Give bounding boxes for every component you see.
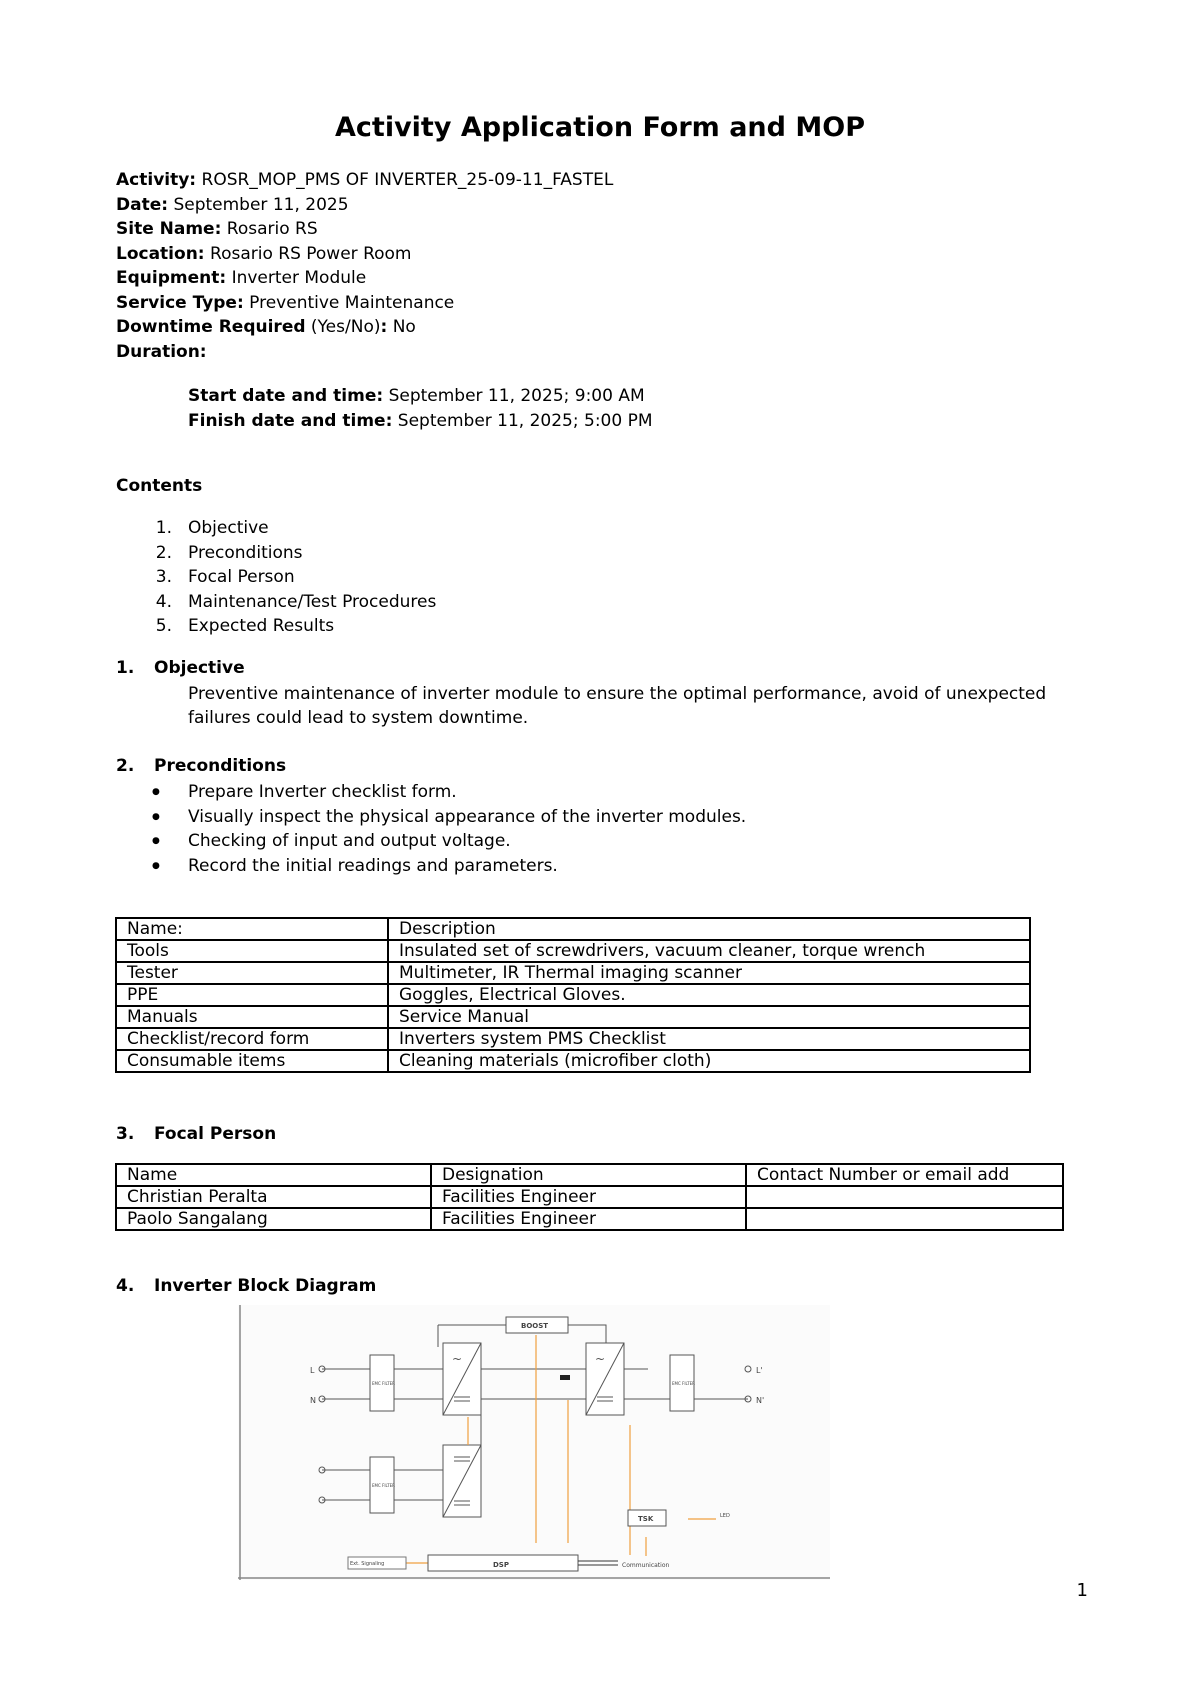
- meta-site-value: Rosario RS: [226, 219, 318, 239]
- meta-date-value: September 11, 2025: [173, 194, 349, 215]
- list-item: ● Visually inspect the physical appearance of the inverter modules.: [152, 805, 746, 830]
- table-cell: Checklist/record form: [116, 1028, 388, 1050]
- activity-meta: [116, 168, 613, 364]
- table-cell: Tools: [116, 940, 388, 962]
- boost-label: BOOST: [521, 1322, 549, 1330]
- table-cell: Facilities Engineer: [431, 1208, 746, 1230]
- meta-downtime-hint: (Yes/No): [310, 317, 381, 337]
- table-cell: Inverters system PMS Checklist: [388, 1028, 1030, 1050]
- meta-service-value: Preventive Maintenance: [249, 292, 455, 313]
- table-cell: Facilities Engineer: [431, 1186, 746, 1208]
- preconditions-list: [152, 780, 746, 878]
- table-cell: [746, 1186, 1063, 1208]
- svg-text:~: ~: [452, 1352, 463, 1366]
- table-row: [116, 1006, 1030, 1028]
- schedule: [188, 384, 653, 433]
- contents-heading: Contents: [116, 476, 203, 496]
- emc-filter-label: EMC FILTER: [672, 1381, 695, 1386]
- finish-label: Finish date and time:: [188, 410, 393, 431]
- list-item: [136, 541, 436, 566]
- tsk-label: TSK: [638, 1515, 654, 1523]
- preconditions-heading: [116, 756, 286, 776]
- meta-location-label: Location:: [116, 243, 205, 264]
- meta-date-label: Date:: [116, 194, 169, 215]
- table-cell: Name: [116, 1164, 431, 1186]
- table-cell: PPE: [116, 984, 388, 1006]
- table-row: [116, 1028, 1030, 1050]
- table-row: [116, 984, 1030, 1006]
- meta-service: [116, 291, 613, 316]
- comm-label: Communication: [622, 1562, 670, 1569]
- meta-service-label: Service Type:: [116, 292, 244, 313]
- list-item-number: 2.: [155, 542, 172, 563]
- meta-date: [116, 193, 613, 218]
- l-out-label: L': [756, 1366, 763, 1375]
- table-cell: Tester: [116, 962, 388, 984]
- table-cell: Description: [388, 918, 1030, 940]
- n-out-label: N': [756, 1396, 765, 1405]
- meta-activity: [116, 168, 613, 193]
- section-number: 1.: [116, 658, 135, 678]
- meta-location-value: Rosario RS Power Room: [210, 243, 412, 264]
- section-title: Objective: [154, 658, 245, 678]
- table-cell: Name:: [116, 918, 388, 940]
- start-value: September 11, 2025; 9:00 AM: [388, 386, 645, 406]
- table-cell: Consumable items: [116, 1050, 388, 1072]
- meta-downtime-label: Downtime Required: [116, 317, 306, 337]
- list-item-number: 4.: [155, 591, 172, 612]
- table-header: [116, 1164, 1063, 1186]
- list-item: [136, 614, 436, 639]
- section-title: Focal Person: [154, 1124, 277, 1144]
- objective-text: Preventive maintenance of inverter module to ensure the optimal performance, avoid of unexpected failures could lead to system downtime.: [188, 684, 1047, 728]
- diagram-heading: [116, 1276, 376, 1296]
- list-item: ● Prepare Inverter checklist form.: [152, 780, 746, 805]
- objective-heading: [116, 658, 245, 678]
- emc-filter-label: EMC FILTER: [372, 1381, 395, 1386]
- meta-equipment-label: Equipment:: [116, 268, 227, 288]
- table-cell: Goggles, Electrical Gloves.: [388, 984, 1030, 1006]
- meta-site: [116, 217, 613, 242]
- led-label: LED: [720, 1513, 730, 1519]
- inverter-block-diagram: [238, 1305, 830, 1580]
- list-item-number: 1.: [155, 518, 172, 538]
- table-header: [116, 918, 1030, 940]
- page-number: 1: [1076, 1580, 1088, 1601]
- list-item-label: Preconditions: [188, 542, 303, 563]
- focal-heading: [116, 1124, 276, 1144]
- table-cell: Designation: [431, 1164, 746, 1186]
- list-item-number: 5.: [155, 616, 172, 636]
- rectifier-block: [443, 1343, 481, 1415]
- section-number: 2.: [116, 756, 135, 776]
- section-title: Preconditions: [154, 756, 287, 776]
- list-item: [136, 565, 436, 590]
- list-item: [136, 516, 436, 541]
- focal-table: [115, 1163, 1064, 1231]
- table-row: [116, 1186, 1063, 1208]
- capacitor-icon: [560, 1375, 570, 1380]
- contents-list: [136, 516, 436, 639]
- meta-downtime-colon: :: [380, 317, 388, 337]
- meta-site-label: Site Name:: [116, 219, 222, 239]
- list-item-label: Focal Person: [188, 567, 295, 587]
- list-item-label: Expected Results: [188, 616, 335, 636]
- list-item-label: Maintenance/Test Procedures: [188, 591, 437, 612]
- table-cell: Paolo Sangalang: [116, 1208, 431, 1230]
- meta-location: [116, 242, 613, 267]
- emc-filter-label: EMC FILTER: [372, 1483, 395, 1488]
- diagram-background: [238, 1305, 830, 1580]
- page-title: Activity Application Form and MOP: [335, 112, 865, 143]
- table-row: [116, 1050, 1030, 1072]
- meta-downtime: [116, 315, 613, 340]
- dsp-label: DSP: [493, 1561, 509, 1569]
- start-label: Start date and time:: [188, 386, 384, 406]
- ext-signaling-label: Ext. Signaling: [350, 1561, 385, 1567]
- table-row: [116, 940, 1030, 962]
- meta-equipment-value: Inverter Module: [231, 268, 367, 288]
- table-cell: Insulated set of screwdrivers, vacuum cleaner, torque wrench: [388, 940, 1030, 962]
- meta-duration-label: Duration:: [116, 341, 207, 362]
- list-item-number: 3.: [155, 567, 172, 587]
- list-item: [136, 590, 436, 615]
- table-row: [116, 962, 1030, 984]
- table-cell: Christian Peralta: [116, 1186, 431, 1208]
- l-in-label: L: [310, 1366, 315, 1375]
- table-cell: Cleaning materials (microfiber cloth): [388, 1050, 1030, 1072]
- schedule-finish: [188, 409, 653, 434]
- schedule-start: [188, 384, 653, 409]
- svg-text:~: ~: [595, 1352, 606, 1366]
- meta-activity-label: Activity:: [116, 170, 197, 190]
- table-row: [116, 1208, 1063, 1230]
- tools-table: [115, 917, 1031, 1073]
- meta-duration: [116, 340, 613, 365]
- meta-equipment: [116, 266, 613, 291]
- table-cell: Manuals: [116, 1006, 388, 1028]
- inverter-block: [586, 1343, 624, 1415]
- table-cell: Service Manual: [388, 1006, 1030, 1028]
- n-in-label: N: [310, 1396, 316, 1405]
- section-title: Inverter Block Diagram: [154, 1276, 377, 1296]
- battery-converter-block: [443, 1445, 481, 1517]
- meta-activity-value: ROSR_MOP_PMS OF INVERTER_25-09-11_FASTEL: [201, 170, 614, 190]
- finish-value: September 11, 2025; 5:00 PM: [397, 410, 653, 431]
- section-number: 3.: [116, 1124, 135, 1144]
- meta-downtime-value: No: [392, 317, 416, 337]
- list-item-label: Objective: [188, 518, 269, 538]
- list-item: ● Record the initial readings and parameters.: [152, 854, 746, 879]
- section-number: 4.: [116, 1276, 135, 1296]
- table-cell: Contact Number or email add: [746, 1164, 1063, 1186]
- list-item: ● Checking of input and output voltage.: [152, 829, 746, 854]
- table-cell: Multimeter, IR Thermal imaging scanner: [388, 962, 1030, 984]
- table-cell: [746, 1208, 1063, 1230]
